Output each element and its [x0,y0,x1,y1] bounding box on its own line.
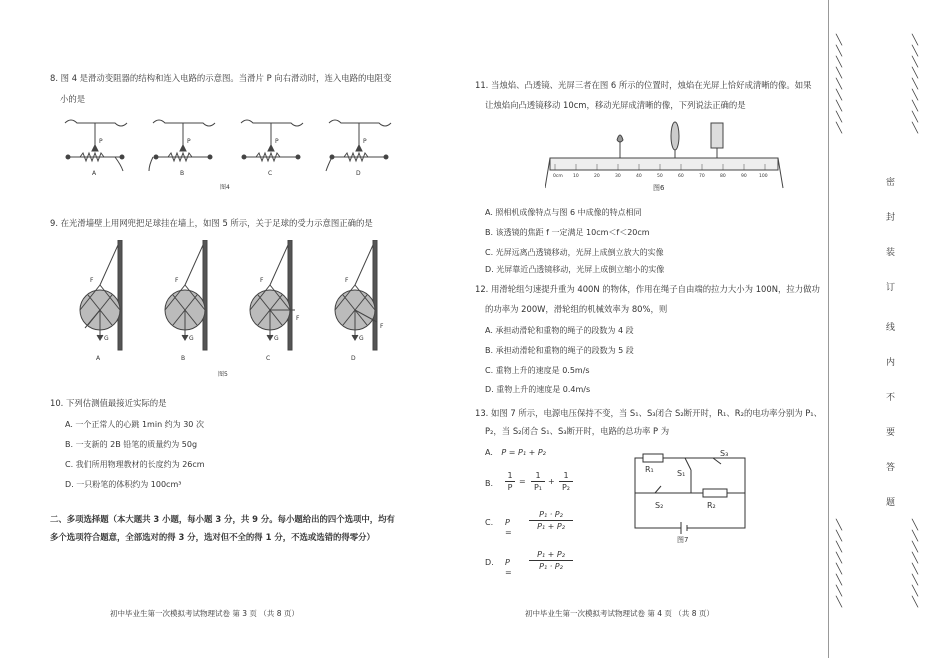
fig4-label-a: A [92,170,97,177]
fig5-g-label: G [189,335,194,342]
q13-option-a [485,448,546,458]
fig5-caption: 图5 [218,371,228,378]
q13-option-d-num: P₁ + P₂ [529,550,573,561]
figure-5-football [60,240,410,380]
binding-char: 答 [886,463,896,473]
fig6-tick-100: 100 [759,174,768,179]
q11-option-b: B. 该透镜的焦距 f 一定满足 10cm＜f＜20cm [485,228,650,237]
footer-page-4: 初中毕业生第一次模拟考试物理试卷 第 4 页 （共 8 页） [525,609,714,618]
q12-text-line1: 12. 用滑轮组匀速提升重为 400N 的物体，作用在绳子自由端的拉力大小为 100N，拉力做功 [475,284,820,294]
footer-page-3: 初中毕业生第一次模拟考试物理试卷 第 3 页 （共 8 页） [110,609,299,618]
fig7-s2-label: S₂ [655,501,664,510]
fig4-label-c: C [268,170,273,177]
fig5-fn-label: F [296,315,300,322]
q11-option-c: C. 光屏远离凸透镜移动，光屏上成倒立放大的实像 [485,248,664,257]
fig6-tick-60: 60 [678,174,684,179]
q8-text-line2: 小的是 [60,94,86,104]
fig5-label-a: A [96,355,101,362]
fig4-p-label: P [99,138,103,145]
fig4-label-d: D [356,170,361,177]
q13-option-c-lhs: P = [505,518,512,537]
fig6-tick-50: 50 [657,174,663,179]
q13-option-b-lhs-num: 1 [505,471,515,482]
binding-char: 线 [886,323,896,333]
fig5-g-label: G [104,335,109,342]
q13-option-d-den: P₁ · P₂ [539,562,563,571]
fig6-caption: 图6 [653,184,665,192]
q13-option-a-letter: A. [485,448,493,457]
q10-option-c: C. 我们所用物理教材的长度约为 26cm [65,460,205,469]
q10-option-b: B. 一支新的 2B 铅笔的质量约为 50g [65,440,198,449]
binding-char: 密 [886,178,896,188]
binding-dashes: ╲ ╲ ╲ ╲ ╲ ╲ ╲ ╲ ╲ [836,35,843,134]
fig4-label-b: B [180,170,185,177]
fig6-tick-80: 80 [720,174,726,179]
binding-dashes: ╲ ╲ ╲ ╲ ╲ ╲ ╲ ╲ [836,520,843,608]
binding-char: 不 [886,393,896,403]
q13-text-line1: 13. 如图 7 所示，电源电压保持不变，当 S₁、S₃闭合 S₂断开时，R₁、R₂的电功率分别为 P₁、 [475,408,823,418]
page-3 [0,0,470,658]
section-2-heading-line2: 多个选项符合题意，全部选对的得 3 分，选对但不全的得 1 分，不选或选错的得零分） [50,532,375,542]
fig7-s3-label: S₃ [720,449,729,458]
q13-option-b-t2-den: P₂ [561,483,571,492]
fig7-s1-label: S₁ [677,469,686,478]
fig5-label-c: C [266,355,271,362]
fig7-r1-label: R₁ [645,465,654,474]
q13-option-c-den: P₁ + P₂ [537,522,565,531]
binding-dashes: ╲ ╲ ╲ ╲ ╲ ╲ ╲ ╲ ╲ [912,35,919,134]
q13-option-b-plus: + [548,477,555,486]
q11-option-a: A. 照相机成像特点与图 6 中成像的特点相同 [485,208,642,217]
section-2-heading-line1: 二、多项选择题（本大题共 3 小题，每小题 3 分，共 9 分。每小题给出的四个选项中，均有 [50,514,395,524]
fig5-g-label: G [359,335,364,342]
page-4 [475,0,835,658]
fig7-r2-label: R₂ [707,501,716,510]
fig5-label-b: B [181,355,186,362]
q11-text-line1: 11. 当烛焰、凸透镜、光屏三者在图 6 所示的位置时，烛焰在光屏上恰好成清晰的像。如果 [475,80,812,90]
fig4-p-label: P [187,138,191,145]
fig5-f-label: F [175,277,179,284]
fig4-p-label: P [275,138,279,145]
figure-6-optical-bench [545,118,785,193]
fig5-f-label: F [345,277,349,284]
fig5-fn-label: F [380,323,384,330]
binding-dashes: ╲ ╲ ╲ ╲ ╲ ╲ ╲ ╲ [912,520,919,608]
q13-option-b-letter: B. [485,479,494,488]
q11-option-d: D. 光屏靠近凸透镜移动，光屏上成倒立缩小的实像 [485,265,665,274]
q13-option-d-letter: D. [485,558,494,567]
fig6-tick-0: 0cm [553,174,563,179]
q13-option-b-t1-num: 1 [531,471,545,482]
fig4-caption: 图4 [220,184,230,190]
fig5-f-label: F [90,277,94,284]
fig6-tick-40: 40 [636,174,642,179]
q13-text-line2: P₂，当 S₂闭合 S₁、S₃断开时，电路的总功率 P 为 [485,426,670,436]
figure-7-circuit [625,448,755,543]
q8-text-line1: 8. 图 4 是滑动变阻器的结构和连入电路的示意图。当滑片 P 向右滑动时，连入电路的电阻变 [50,73,392,83]
fig6-tick-20: 20 [594,174,600,179]
fig6-tick-10: 10 [573,174,579,179]
q10-option-d: D. 一只粉笔的体积约为 100cm³ [65,480,182,489]
binding-char: 题 [886,498,896,508]
q10-text: 10. 下列估测值最接近实际的是 [50,398,167,408]
q13-option-b-equals: = [519,477,526,486]
q13-option-b-t1-den: P₁ [533,483,543,492]
q13-option-c-num: P₁ · P₂ [529,510,573,521]
q9-text: 9. 在光滑墙壁上用网兜把足球挂在墙上，如图 5 所示，关于足球的受力示意图正确的是 [50,218,373,228]
q13-option-a-formula: P = P₁ + P₂ [501,448,546,457]
binding-char: 要 [886,428,896,438]
binding-char: 封 [886,213,896,223]
q13-option-d-lhs: P = [505,558,512,577]
q12-text-line2: 的功率为 200W，滑轮组的机械效率为 80%，则 [485,304,668,314]
q12-option-b: B. 承担动滑轮和重物的绳子的段数为 5 段 [485,346,634,355]
fig6-tick-70: 70 [699,174,705,179]
fig5-label-d: D [351,355,356,362]
q13-option-c-letter: C. [485,518,494,527]
q13-option-b-lhs-den: P [507,483,513,492]
q12-option-d: D. 重物上升的速度是 0.4m/s [485,385,591,394]
binding-char: 装 [886,248,896,258]
fig6-tick-30: 30 [615,174,621,179]
fig5-g-label: G [274,335,279,342]
fig4-p-label: P [363,138,367,145]
q13-option-b-t2-num: 1 [559,471,573,482]
q11-text-line2: 让烛焰向凸透镜移动 10cm，移动光屏成清晰的像，下列说法正确的是 [485,100,746,110]
fig5-f-label: F [260,277,264,284]
q10-option-a: A. 一个正常人的心跳 1min 约为 30 次 [65,420,204,429]
binding-char: 内 [886,358,896,368]
binding-char: 订 [886,283,896,293]
q12-option-c: C. 重物上升的速度是 0.5m/s [485,366,590,375]
fig7-caption: 图7 [677,536,689,543]
figure-4-rheostats [60,115,410,190]
fig6-tick-90: 90 [741,174,747,179]
q12-option-a: A. 承担动滑轮和重物的绳子的段数为 4 段 [485,326,634,335]
